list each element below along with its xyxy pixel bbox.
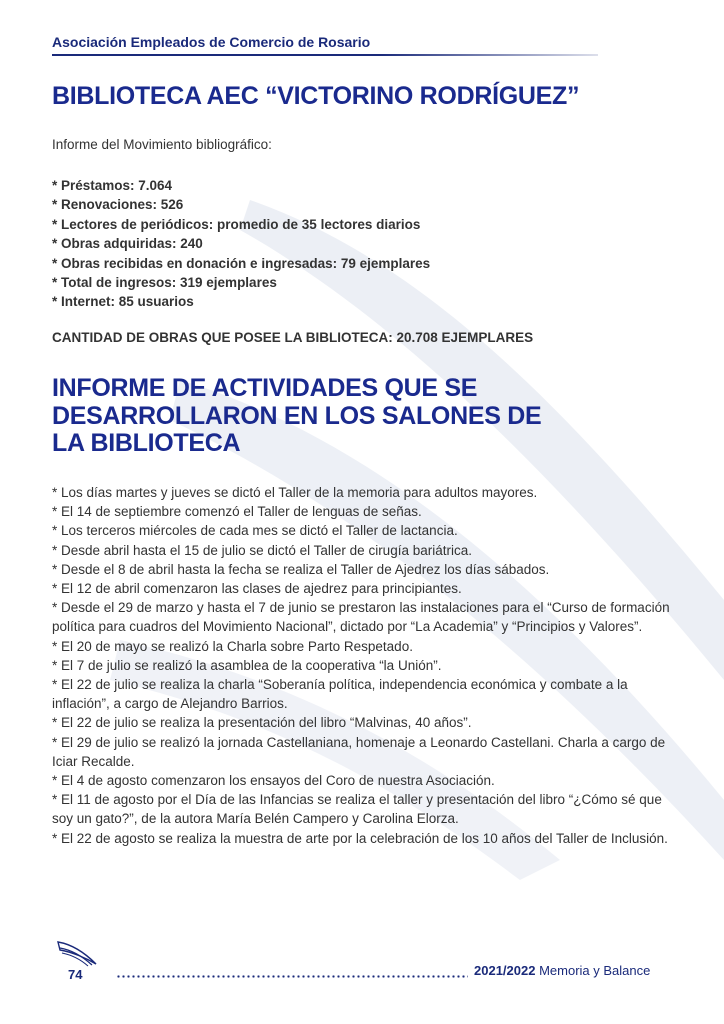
stat-item: * Internet: 85 usuarios xyxy=(52,294,194,310)
wing-logo-icon xyxy=(56,938,100,968)
activities-list xyxy=(52,483,674,848)
stat-item: * Total de ingresos: 319 ejemplares xyxy=(52,275,277,291)
activity-item: * Los terceros miércoles de cada mes se dictó el Taller de lactancia. xyxy=(52,523,458,539)
activities-title-line: DESARROLLARON EN LOS SALONES DE xyxy=(52,401,542,430)
stat-item: * Obras adquiridas: 240 xyxy=(52,236,203,252)
activity-item: * Los días martes y jueves se dictó el Taller de la memoria para adultos mayores. xyxy=(52,485,538,500)
activities-title xyxy=(52,375,572,458)
footer-years: 2021/2022 xyxy=(474,963,536,978)
stat-item: * Renovaciones: 526 xyxy=(52,197,184,213)
stat-item: * Obras recibidas en donación e ingresadas: 79 ejemplares xyxy=(52,255,431,271)
activity-item: * El 7 de julio se realizó la asamblea de la cooperativa “la Unión”. xyxy=(52,657,442,673)
activity-item: * Desde abril hasta el 15 de julio se dictó el Taller de cirugía bariátrica. xyxy=(52,542,472,558)
activity-item: * El 22 de julio se realiza la charla “Soberanía política, independencia económica y combate a la inflación”, a cargo de Alejandro Barrios. xyxy=(52,677,628,712)
activity-item: * El 4 de agosto comenzaron los ensayos del Coro de nuestra Asociación. xyxy=(52,773,495,789)
activities-title-line: LA BIBLIOTECA xyxy=(52,429,241,457)
activity-item: * Desde el 8 de abril hasta la fecha se realiza el Taller de Ajedrez los días sábados. xyxy=(52,561,550,577)
library-title: BIBLIOTECA AEC “VICTORINO RODRÍGUEZ” xyxy=(52,82,580,110)
footer-dotted-rule xyxy=(116,975,468,978)
activity-item: * El 22 de julio se realiza la presentación del libro “Malvinas, 40 años”. xyxy=(52,715,472,731)
activity-item: * El 22 de agosto se realiza la muestra de arte por la celebración de los 10 años del Taller de Inclusión. xyxy=(52,830,668,846)
activities-title-line: INFORME DE ACTIVIDADES QUE SE xyxy=(52,374,478,402)
header-rule xyxy=(52,54,598,56)
stat-item: * Lectores de periódicos: promedio de 35 lectores diarios xyxy=(52,216,421,232)
stat-item: * Préstamos: 7.064 xyxy=(52,178,173,193)
activity-item: * El 29 de julio se realizó la jornada Castellaniana, homenaje a Leonardo Castellani. Charla a cargo de Iciar Recalde. xyxy=(52,734,666,769)
activity-item: * El 11 de agosto por el Día de las Infancias se realiza el taller y presentación del libro “¿Cómo sé que soy un gato?”, de la autora María Belén Campero y Carolina Elorza. xyxy=(52,792,662,827)
activity-item: * El 20 de mayo se realizó la Charla sobre Parto Respetado. xyxy=(52,638,413,654)
footer-publication xyxy=(474,963,650,978)
page-number: 74 xyxy=(68,967,83,982)
footer-publication-name: Memoria y Balance xyxy=(539,963,651,978)
bibliographic-stats xyxy=(52,176,430,312)
movement-intro: Informe del Movimiento bibliográfico: xyxy=(52,137,272,152)
activity-item: * El 14 de septiembre comenzó el Taller de lenguas de señas. xyxy=(52,504,422,520)
activity-item: * Desde el 29 de marzo y hasta el 7 de junio se prestaron las instalaciones para el “Curso de formación política para cuadros del Movimiento Nacional”, dictado por “La Academia” y “Principios y Valores”. xyxy=(52,600,670,635)
organization-name: Asociación Empleados de Comercio de Rosario xyxy=(52,34,371,50)
activity-item: * El 12 de abril comenzaron las clases de ajedrez para principiantes. xyxy=(52,581,462,597)
total-works: CANTIDAD DE OBRAS QUE POSEE LA BIBLIOTECA: 20.708 EJEMPLARES xyxy=(52,330,534,345)
